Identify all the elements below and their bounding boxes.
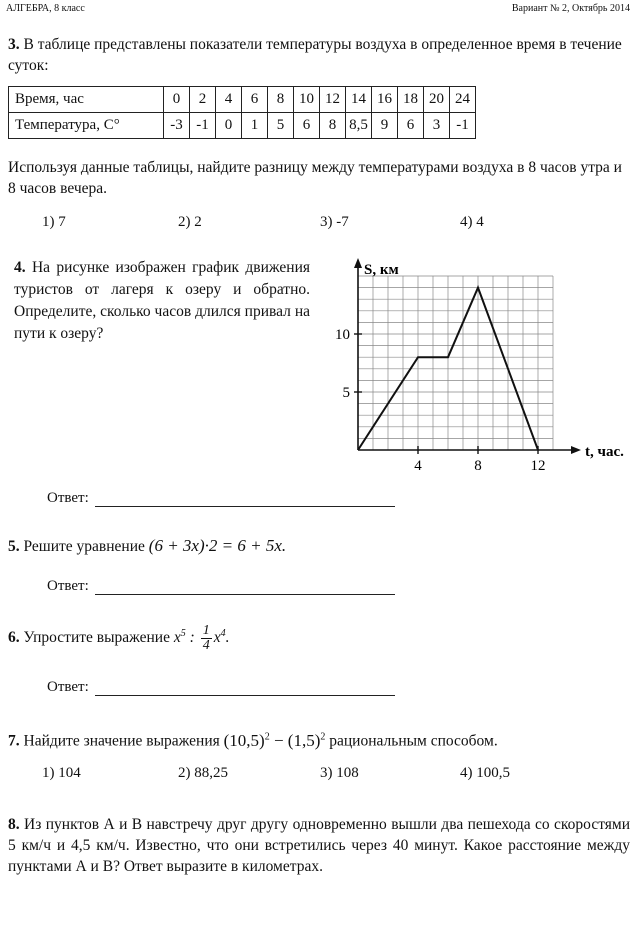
q8-text (8, 814, 630, 877)
q5-equation: (6 + 3x)·2 = 6 + 5x. (148, 536, 287, 555)
q7-expression (224, 731, 326, 750)
q4-number: 4. (14, 259, 26, 276)
table-cell: 4 (216, 87, 242, 113)
q7-option-3[interactable]: 3) 108 (320, 765, 359, 781)
q4-answer (47, 490, 395, 507)
q6-div: : (185, 629, 199, 647)
table-cell: -3 (164, 113, 190, 139)
q6-end: . (225, 629, 230, 647)
table-cell: 16 (372, 87, 398, 113)
q7-option-1[interactable]: 1) 104 (42, 765, 81, 781)
q4-statement: На рисунке изображен график движения туристов от лагеря к озеру и обратно. Определите, сколько часов длился привал на пути к озеру? (14, 259, 310, 342)
q3-option-2[interactable]: 2) 2 (178, 214, 202, 230)
chart-x-tick-label: 12 (530, 458, 546, 474)
q5-text (8, 535, 630, 557)
q6-power2: 4 (220, 628, 226, 639)
q3-option-4[interactable]: 4) 4 (460, 214, 484, 230)
q6-frac-den: 4 (202, 638, 210, 654)
q7-term-a: (10,5) (223, 730, 265, 750)
chart-x-label: t, час. (585, 444, 624, 460)
table-cell: 12 (320, 87, 346, 113)
q5-statement: Решите уравнение (23, 538, 145, 555)
q4-answer-input[interactable] (95, 491, 395, 507)
q5-answer (47, 578, 395, 595)
q6-power: 5 (180, 628, 186, 639)
chart-x-tick-label: 4 (414, 458, 422, 474)
q7-power-a: 2 (264, 731, 270, 742)
q7-term-b: (1,5) (287, 730, 321, 750)
table-cell: 5 (268, 113, 294, 139)
table-row-time (9, 87, 476, 113)
q6-answer-label: Ответ: (47, 679, 89, 695)
q4-answer-label: Ответ: (47, 490, 89, 506)
q6-fraction (201, 624, 212, 653)
distance-time-chart (318, 262, 624, 482)
table-cell: 3 (424, 113, 450, 139)
q6-statement: Упростите выражение (23, 629, 170, 647)
table-cell: 8 (268, 87, 294, 113)
chart-y-tick-label: 5 (342, 385, 350, 401)
temperature-table (8, 86, 476, 139)
table-cell: 0 (164, 87, 190, 113)
q6-base: x (173, 629, 181, 647)
table-cell: 8,5 (346, 113, 372, 139)
q6-frac-num: 1 (202, 623, 210, 639)
q7-option-2[interactable]: 2) 88,25 (178, 765, 228, 781)
q3-question: Используя данные таблицы, найдите разницу между температурами воздуха в 8 часов утра и 8 часов вечера. (8, 159, 622, 197)
chart-x-tick-label: 8 (474, 458, 482, 474)
table-cell: 2 (190, 87, 216, 113)
table-cell: 1 (242, 113, 268, 139)
table-row-temperature (9, 113, 476, 139)
q6-number: 6. (8, 629, 20, 647)
table-cell: 6 (294, 113, 320, 139)
table-header-temperature: Температура, C° (9, 113, 164, 139)
chart-y-tick-label: 10 (335, 327, 350, 343)
q7-power-b: 2 (320, 731, 326, 742)
q6-answer (47, 679, 395, 696)
q6-expression (173, 623, 230, 654)
table-cell: 6 (242, 87, 268, 113)
q3-number: 3. (8, 36, 20, 53)
q7-number: 7. (8, 732, 20, 750)
q3-statement: В таблице представлены показатели температуры воздуха в определенное время в течение суток: (8, 36, 622, 74)
q8-statement: Из пунктов А и В навстречу друг другу одновременно вышли два пешехода со скоростями 5 км/ч и 4,5 км/ч. Известно, что они встретились через 40 минут. Какое расстояние между пунктами А и В? Ответ выразите в километрах. (8, 816, 630, 875)
q7-text (8, 726, 630, 752)
q3-option-3[interactable]: 3) -7 (320, 214, 349, 230)
q6-base2: x (213, 629, 221, 647)
table-cell: 8 (320, 113, 346, 139)
table-cell: 14 (346, 87, 372, 113)
chart-y-label: S, км (364, 262, 399, 278)
table-cell: 9 (372, 113, 398, 139)
x-axis-arrow (571, 446, 581, 454)
table-header-time: Время, час (9, 87, 164, 113)
q3-text (8, 34, 630, 76)
q5-answer-label: Ответ: (47, 578, 89, 594)
table-cell: 0 (216, 113, 242, 139)
table-cell: -1 (190, 113, 216, 139)
q7-statement: Найдите значение выражения (23, 732, 220, 750)
table-cell: 20 (424, 87, 450, 113)
header-subject: АЛГЕБРА, 8 класс (6, 3, 85, 14)
q5-number: 5. (8, 538, 20, 555)
table-cell: 18 (398, 87, 424, 113)
q7-statement-end: рациональным способом. (329, 732, 498, 750)
q7-option-4[interactable]: 4) 100,5 (460, 765, 510, 781)
table-cell: -1 (450, 113, 476, 139)
q3-option-1[interactable]: 1) 7 (42, 214, 66, 230)
table-cell: 10 (294, 87, 320, 113)
table-cell: 24 (450, 87, 476, 113)
y-axis-arrow (354, 258, 362, 268)
q8-number: 8. (8, 816, 20, 833)
q5-answer-input[interactable] (95, 579, 395, 595)
q4-text (14, 257, 310, 345)
q6-answer-input[interactable] (95, 680, 395, 696)
header-variant: Вариант № 2, Октябрь 2014 (511, 3, 630, 14)
table-cell: 6 (398, 113, 424, 139)
q6-text (8, 623, 630, 653)
q7-minus: − (269, 730, 288, 750)
chart-grid (358, 276, 553, 450)
chart-ticks (354, 334, 538, 454)
